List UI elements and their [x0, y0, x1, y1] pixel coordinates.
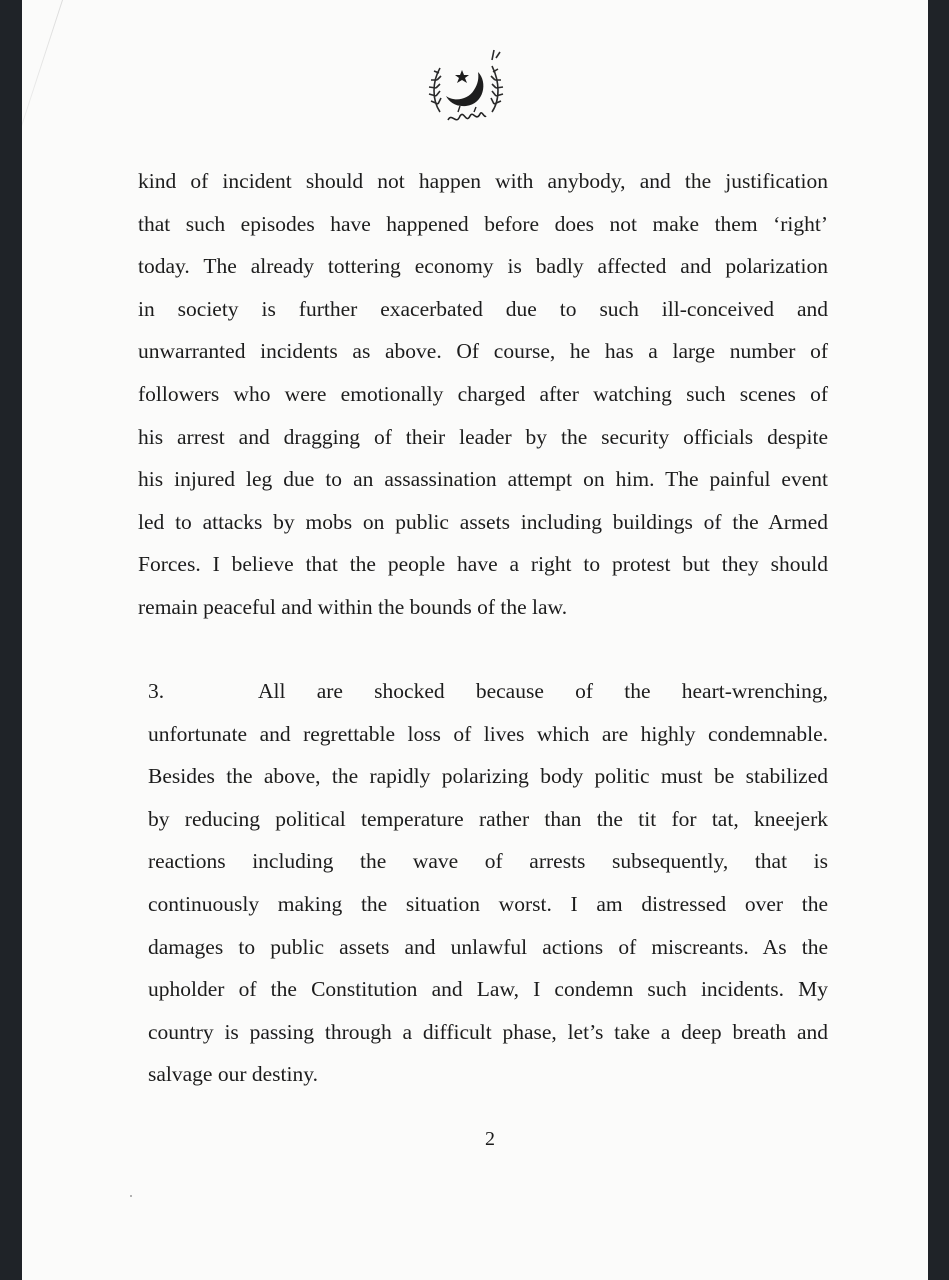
text-line: his arrest and dragging of their leader by the security officials despite [138, 424, 828, 449]
text-line: continuously making the situation worst. I am distressed over the [148, 891, 828, 916]
paragraph-first-line [148, 670, 828, 713]
text-line: remain peaceful and within the bounds of the law. [138, 594, 568, 619]
text-line: led to attacks by mobs on public assets including buildings of the Armed [138, 509, 828, 534]
text-line: followers who were emotionally charged after watching such scenes of [138, 381, 828, 406]
paragraph-3 [148, 670, 828, 1096]
text-line: country is passing through a difficult phase, let’s take a deep breath and [148, 1019, 828, 1044]
text-line: kind of incident should not happen with anybody, and the justification [138, 169, 828, 193]
text-line: upholder of the Constitution and Law, I condemn such incidents. My [148, 977, 828, 1002]
text-line: Besides the above, the rapidly polarizing body politic must be stabilized [148, 764, 828, 789]
text-line: damages to public assets and unlawful actions of miscreants. As the [148, 934, 828, 959]
text-line: salvage our destiny. [148, 1062, 318, 1087]
paragraph-number: 3. [148, 679, 165, 703]
crescent-star-laurel-emblem-icon [418, 42, 514, 134]
text-line: reactions including the wave of arrests subsequently, that is [148, 849, 828, 874]
text-line: today. The already tottering economy is badly affected and polarization [138, 254, 828, 279]
text-line: Forces. I believe that the people have a right to protest but they should [138, 552, 828, 577]
document-page [22, 0, 928, 1280]
text-line: in society is further exacerbated due to such ill-conceived and [138, 296, 828, 321]
page-crease [22, 0, 63, 210]
text-line: All are shocked because of the heart-wrenching, [258, 679, 828, 703]
text-line: that such episodes have happened before does not make them ‘right’ [138, 211, 828, 236]
text-line: unwarranted incidents as above. Of course, he has a large number of [138, 339, 828, 364]
text-line: unfortunate and regrettable loss of lives which are highly condemnable. [148, 721, 828, 746]
scan-speck [130, 1195, 132, 1197]
paragraph-1 [138, 160, 828, 629]
page-number: 2 [485, 1128, 495, 1150]
text-line: by reducing political temperature rather than the tit for tat, kneejerk [148, 806, 828, 831]
text-line: his injured leg due to an assassination attempt on him. The painful event [138, 467, 828, 492]
